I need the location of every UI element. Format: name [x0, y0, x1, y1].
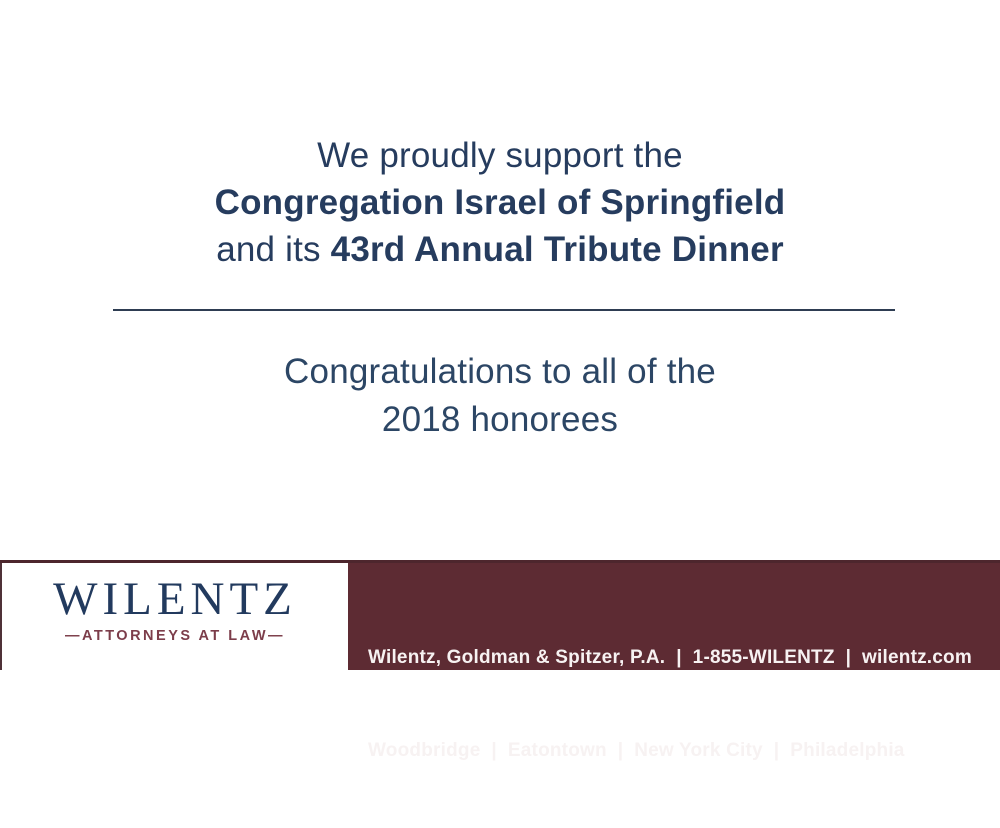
congratulations-block: [0, 348, 1000, 444]
wilentz-logo: [0, 563, 348, 670]
footer-firm-contact-line: Wilentz, Goldman & Spitzer, P.A. | 1-855-WILENTZ | wilentz.com: [368, 647, 972, 668]
tribute-headline: [0, 132, 1000, 273]
footer-locations-line: Woodbridge | Eatontown | New York City | Philadelphia: [368, 740, 905, 761]
footer: [0, 560, 1000, 761]
headline-event-prefix: and its: [216, 230, 331, 269]
headline-event-line: [0, 226, 1000, 273]
footer-info-bar: [348, 563, 1000, 761]
headline-organization: Congregation Israel of Springfield: [214, 183, 786, 222]
congratulations-line1: Congratulations to all of the: [284, 352, 716, 391]
divider-rule: [113, 309, 895, 311]
congratulations-line2: 2018 honorees: [381, 400, 619, 439]
headline-line1: We proudly support the: [317, 136, 683, 175]
wilentz-logo-tagline: —ATTORNEYS AT LAW—: [64, 627, 286, 644]
headline-event-name: 43rd Annual Tribute Dinner: [330, 230, 784, 269]
wilentz-logo-wordmark: WILENTZ: [53, 573, 297, 626]
